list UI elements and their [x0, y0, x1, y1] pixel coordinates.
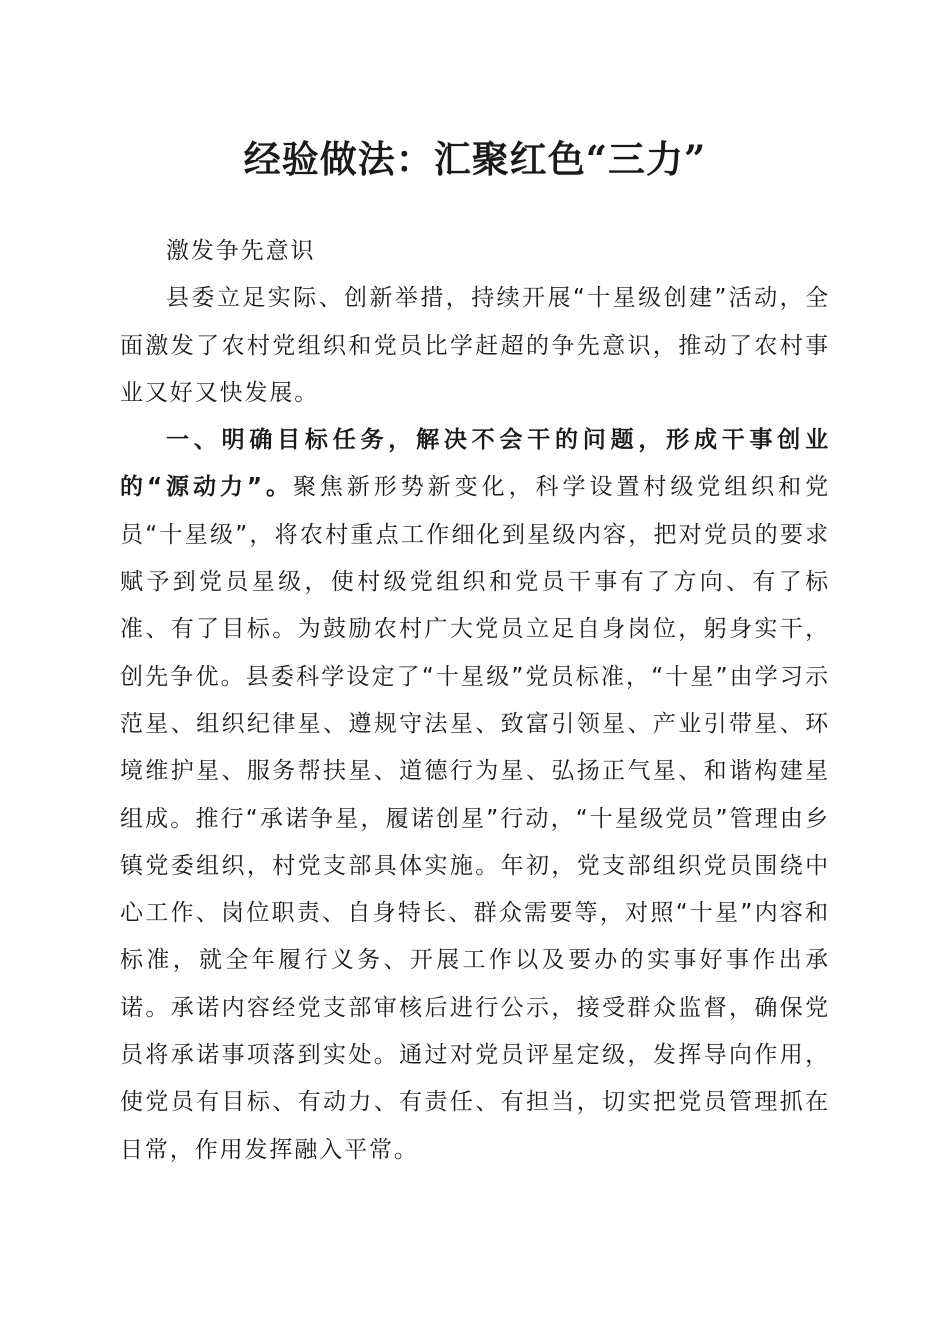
- section-1-body: 聚焦新形势新变化，科学设置村级党组织和党员“十星级”，将农村重点工作细化到星级内容，把对党员的要求赋予到党员星级，使村级党组织和党员干事有了方向、有了标准、有了目标。为鼓励农村广大党员立足自身岗位，躬身实干，创先争优。县委科学设定了“十星级”党员标准，“十星”由学习示范星、组织纪律星、遵规守法星、致富引领星、产业引带星、环境维护星、服务帮扶星、道德行为星、弘扬正气星、和谐构建星组成。推行“承诺争星，履诺创星”行动，“十星级党员”管理由乡镇党委组织，村党支部具体实施。年初，党支部组织党员围绕中心工作、岗位职责、自身特长、群众需要等，对照“十星”内容和标准，就全年履行义务、开展工作以及要办的实事好事作出承诺。承诺内容经党支部审核后进行公示，接受群众监督，确保党员将承诺事项落到实处。通过对党员评星定级，发挥导向作用，使党员有目标、有动力、有责任、有担当，切实把党员管理抓在日常，作用发挥融入平常。: [120, 474, 830, 1163]
- section-1-paragraph: [120, 417, 830, 1174]
- document-body: [120, 228, 830, 1174]
- intro-paragraph: 县委立足实际、创新举措，持续开展“十星级创建”活动，全面激发了农村党组织和党员比学赶超的争先意识，推动了农村事业又好又快发展。: [120, 285, 830, 406]
- section-1-heading: 一、明确目标任务，解决不会干的问题，形成干事创业的“源动力”。: [120, 427, 830, 501]
- document-title: 经验做法：汇聚红色“三力”: [243, 137, 707, 181]
- subheading: 激发争先意识: [166, 238, 316, 264]
